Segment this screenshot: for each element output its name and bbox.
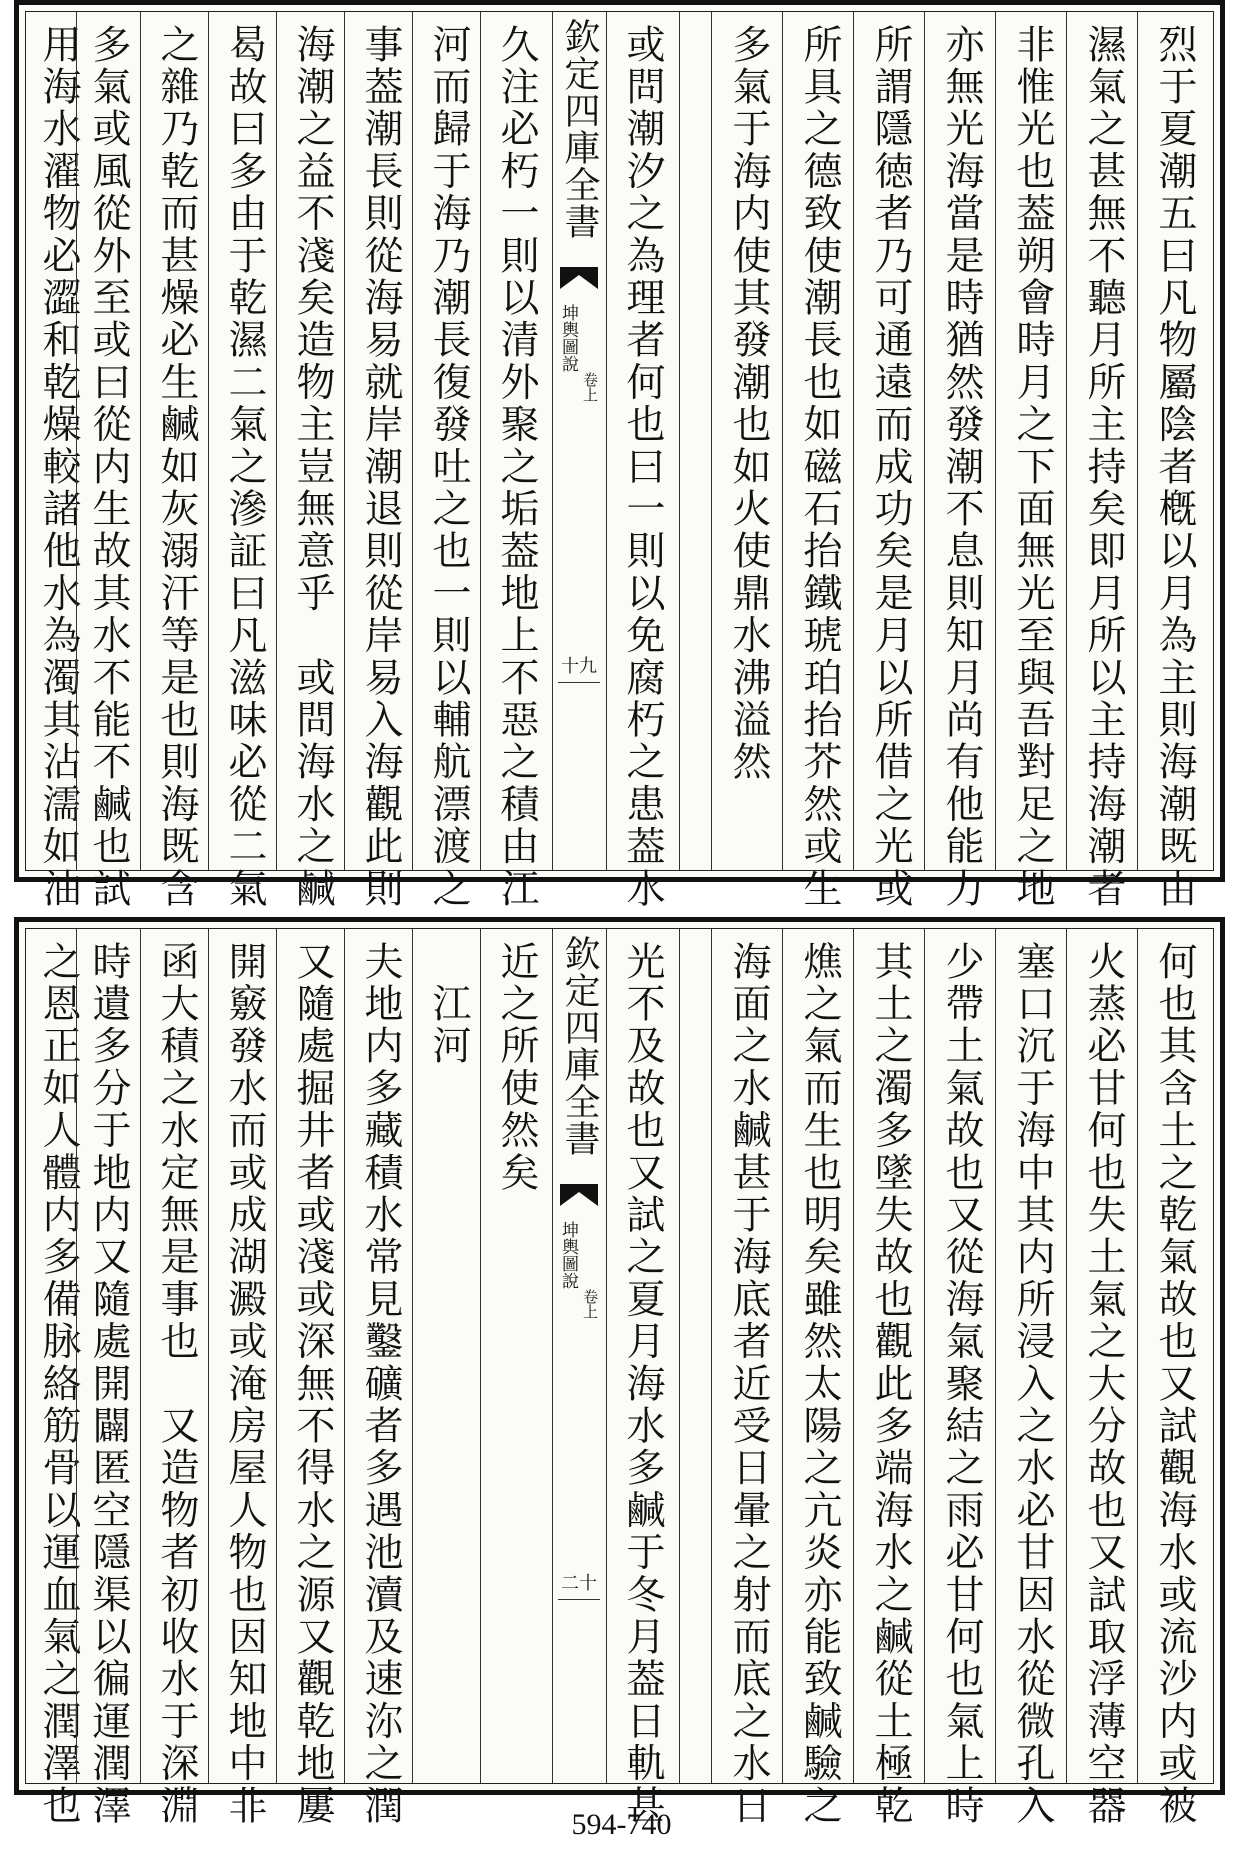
juan-label: 卷上 <box>581 1289 599 1319</box>
text-column: 事葢潮長則從海易就岸潮退則從岸易入海觀此則 <box>358 24 403 911</box>
text-column: 時遺多分于地内又隨處開闢匿空隱渠以徧運潤澤 <box>86 941 131 1828</box>
text-column: 其土之濁多墜失故也觀此多端海水之鹹從土極乾 <box>868 941 913 1828</box>
book-name: 坤輿圖說 <box>558 1221 578 1289</box>
book-name: 坤輿圖說 <box>558 304 578 372</box>
page-reference-number: 594-740 <box>571 1808 672 1841</box>
juan-label: 卷上 <box>581 372 599 402</box>
text-column: 燋之氣而生也明矣雖然太陽之亢炎亦能致鹹驗之 <box>797 941 842 1828</box>
folio-number: 十九 <box>558 652 600 683</box>
page-upper <box>14 0 1225 911</box>
text-column: 濕氣之甚無不聽月所主持矣即月所以主持海潮者 <box>1081 24 1126 911</box>
text-column: 何也其含土之乾氣故也又試觀海水或流沙内或被 <box>1152 941 1197 1828</box>
text-column: 塞口沉于海中其内所浸入之水必甘因水從微孔入 <box>1010 941 1055 1828</box>
center-column <box>554 12 604 870</box>
text-column: 開竅發水而或成湖澱或淹房屋人物也因知地中非 <box>222 941 267 1828</box>
text-column: 河而歸于海乃潮長復發吐之也一則以輔航漂渡之 <box>426 24 471 911</box>
center-title: 欽定四庫全書 <box>559 935 600 1157</box>
text-column: 久注必朽一則以清外聚之垢葢地上不惡之積由江 <box>494 24 539 911</box>
text-column: 多氣于海内使其發潮也如火使鼎水沸溢然 <box>726 24 771 784</box>
fish-tail-mark-icon <box>560 267 598 289</box>
folio-number: 二十 <box>558 1569 600 1600</box>
page-frame <box>25 11 1214 911</box>
fish-tail-mark-icon <box>560 1184 598 1206</box>
center-title: 欽定四庫全書 <box>559 18 600 240</box>
text-column: 亦無光海當是時猶然發潮不息則知月尚有他能力 <box>939 24 984 911</box>
text-column: 光不及故也又試之夏月海水多鹹于冬月葢日軌甚 <box>620 941 665 1828</box>
text-column: 海潮之益不淺矣造物主豈無意乎 或問海水之鹹 <box>290 24 335 911</box>
text-column: 之雜乃乾而甚燥必生鹹如灰溺汗等是也則海既含 <box>154 24 199 911</box>
text-column: 少帶土氣故也又從海氣聚結之雨必甘何也氣上時 <box>939 941 984 1828</box>
text-column: 曷故曰多由于乾濕二氣之滲証曰凡滋味必從二氣 <box>222 24 267 911</box>
text-column: 又隨處掘井者或淺或深無不得水之源又觀乾地屢 <box>290 941 335 1828</box>
text-column: 函大積之水定無是事也 又造物者初收水于深淵 <box>154 941 199 1828</box>
text-column: 之恩正如人體内多備脉絡筋骨以運血氣之潤澤也 <box>36 941 81 1828</box>
section-heading: 江河 <box>426 941 471 1068</box>
text-column: 所具之德致使潮長也如磁石抬鐵琥珀抬芥然或生 <box>797 24 842 911</box>
text-column: 所謂隱徳者乃可通遠而成功矣是月以所借之光或 <box>868 24 913 911</box>
text-column: 海面之水鹹甚于海底者近受日暈之射而底之水日 <box>726 941 771 1828</box>
text-column: 非惟光也葢朔會時月之下面無光至與吾對足之地 <box>1010 24 1055 911</box>
text-column: 火蒸必甘何也失土氣之大分故也又試取浮薄空器 <box>1081 941 1126 1828</box>
text-column: 烈于夏潮五曰凡物屬陰者槪以月為主則海潮既由 <box>1152 24 1197 911</box>
text-column: 用海水濯物必澀和乾燥較諸他水為濁其沾濡如油 <box>36 24 81 911</box>
text-column: 多氣或風從外至或曰從内生故其水不能不鹹也試 <box>86 24 131 911</box>
text-column: 近之所使然矣 <box>494 941 539 1195</box>
text-column: 夫地内多藏積水常見鑿礦者多遇池瀆及速沵之潤 <box>358 941 403 1828</box>
center-column <box>554 929 604 1783</box>
text-column: 或問潮汐之為理者何也曰一則以免腐朽之患葢水 <box>620 24 665 911</box>
